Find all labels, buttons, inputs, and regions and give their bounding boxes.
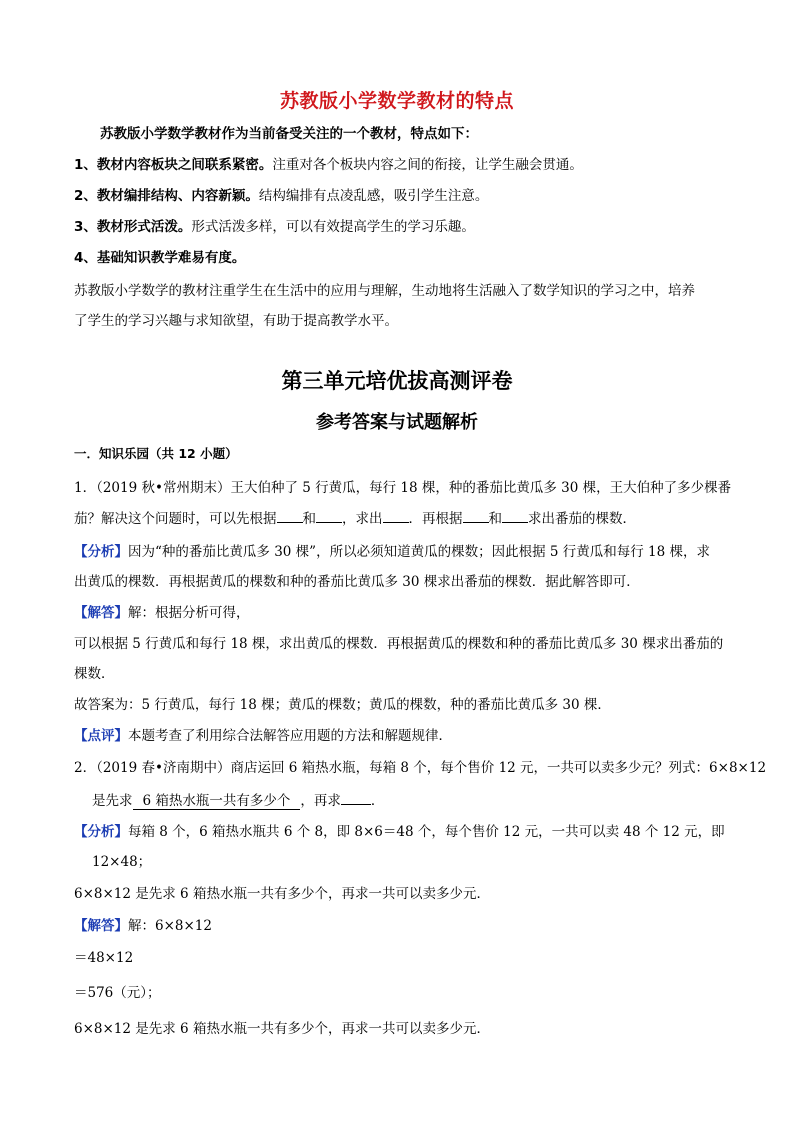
q2-stem-text: 是先求 xyxy=(92,793,133,809)
q1-solution-line-3: 棵数． xyxy=(74,666,115,682)
q1-solution-line-1 xyxy=(74,603,250,623)
analysis-tag: 【分析】 xyxy=(74,824,128,840)
q2-analysis-line-3: 6×8×12 是先求 6 箱热水瓶一共有多少个，再求一共可以卖多少元． xyxy=(74,886,490,902)
q1-stem-text: 求出番茄的棵数． xyxy=(528,511,636,527)
q2-stem-text: ． xyxy=(370,793,385,809)
analysis-text: 每箱 8 个，6 箱热水瓶共 6 个 8，即 8×6＝48 个，每个售价 12 元，一共可以卖 48 个 12 元，即 xyxy=(128,824,725,840)
answer-blank xyxy=(277,508,303,523)
point-body: 形式活泼多样，可以有效提高学生的学习乐趣。 xyxy=(191,219,475,235)
point-heading: 3、教材形式活泼。 xyxy=(74,219,192,235)
q2-solution-line-2: ＝48×12 xyxy=(74,950,134,966)
answer-blank xyxy=(316,508,342,523)
exam-subtitle: 参考答案与试题解析 xyxy=(316,412,478,433)
solution-text: 解：6×8×12 xyxy=(128,918,212,934)
q2-solution-line-4: 6×8×12 是先求 6 箱热水瓶一共有多少个，再求一共可以卖多少元． xyxy=(74,1021,490,1037)
intro-summary-line-2: 了学生的学习兴趣与求知欲望，有助于提高教学水平。 xyxy=(74,313,398,329)
intro-title: 苏教版小学数学教材的特点 xyxy=(279,90,514,112)
analysis-tag: 【分析】 xyxy=(74,544,128,560)
q1-analysis-line-1 xyxy=(74,542,710,562)
q2-stem-line-1: 2．（2019 春•济南期中）商店运回 6 箱热水瓶，每箱 8 个，每个售价 12 元，一共可以卖多少元？列式：6×8×12 xyxy=(74,760,767,776)
solution-text: 解：根据分析可得， xyxy=(128,605,250,621)
q1-stem-line-2 xyxy=(74,508,636,529)
intro-point-1 xyxy=(74,155,583,175)
q1-stem-line-1: 1．（2019 秋•常州期末）王大伯种了 5 行黄瓜，每行 18 棵，种的番茄比黄瓜多 30 棵，王大伯种了多少棵番 xyxy=(74,480,732,496)
q1-solution-line-2: 可以根据 5 行黄瓜和每行 18 棵，求出黄瓜的棵数．再根据黄瓜的棵数和种的番茄比黄瓜多 30 棵求出番茄的 xyxy=(74,636,724,652)
q1-stem-text: 和 xyxy=(488,511,502,527)
intro-point-4 xyxy=(74,248,245,268)
section-heading: 一．知识乐园（共 12 小题） xyxy=(74,446,238,461)
q2-stem-line-2 xyxy=(92,790,384,811)
q1-answer: 故答案为：5 行黄瓜，每行 18 棵；黄瓜的棵数；黄瓜的棵数，种的番茄比黄瓜多 30 棵． xyxy=(74,697,611,713)
point-body: 结构编排有点凌乱感，吸引学生注意。 xyxy=(258,188,489,204)
solution-tag: 【解答】 xyxy=(74,918,128,934)
intro-point-3 xyxy=(74,217,475,237)
answer-blank xyxy=(502,508,528,523)
exam-title: 第三单元培优拔高测评卷 xyxy=(281,368,513,393)
solution-tag: 【解答】 xyxy=(74,605,128,621)
q2-solution-line-3: ＝576（元）； xyxy=(74,985,161,1001)
answer-blank xyxy=(383,508,409,523)
q1-stem-text: 和 xyxy=(302,511,316,527)
intro-lead: 苏教版小学数学教材作为当前备受关注的一个教材，特点如下： xyxy=(100,126,478,142)
q1-analysis-line-2: 出黄瓜的棵数．再根据黄瓜的棵数和种的番茄比黄瓜多 30 棵求出番茄的棵数．据此解答即可． xyxy=(74,574,640,590)
answer-blank xyxy=(341,790,371,805)
intro-summary-line-1: 苏教版小学数学的教材注重学生在生活中的应用与理解，生动地将生活融入了数学知识的学习之中，培养 xyxy=(74,283,695,299)
q1-stem-text: ，求出 xyxy=(342,511,383,527)
q1-stem-text: 茄？解决这个问题时，可以先根据 xyxy=(74,511,277,527)
q2-stem-text: ，再求 xyxy=(300,793,341,809)
intro-point-2 xyxy=(74,186,488,206)
comment-tag: 【点评】 xyxy=(74,728,128,744)
comment-text: 本题考查了利用综合法解答应用题的方法和解题规律． xyxy=(128,728,452,744)
analysis-text: 因为“种的番茄比黄瓜多 30 棵”，所以必须知道黄瓜的棵数；因此根据 5 行黄瓜和每行 18 棵，求 xyxy=(128,544,710,560)
answer-blank xyxy=(463,508,489,523)
q2-analysis-line-2: 12×48； xyxy=(92,854,152,870)
q2-analysis-line-1 xyxy=(74,822,725,842)
q1-comment xyxy=(74,726,452,746)
q2-solution-line-1 xyxy=(74,916,212,936)
point-heading: 4、基础知识教学难易有度。 xyxy=(74,250,246,266)
point-heading: 2、教材编排结构、内容新颖。 xyxy=(74,188,259,204)
filled-answer-blank: 6 箱热水瓶一共有多少个 xyxy=(133,793,301,810)
point-body: 注重对各个板块内容之间的衔接，让学生融会贯通。 xyxy=(272,157,583,173)
q1-stem-text: ．再根据 xyxy=(408,511,463,527)
point-heading: 1、教材内容板块之间联系紧密。 xyxy=(74,157,273,173)
